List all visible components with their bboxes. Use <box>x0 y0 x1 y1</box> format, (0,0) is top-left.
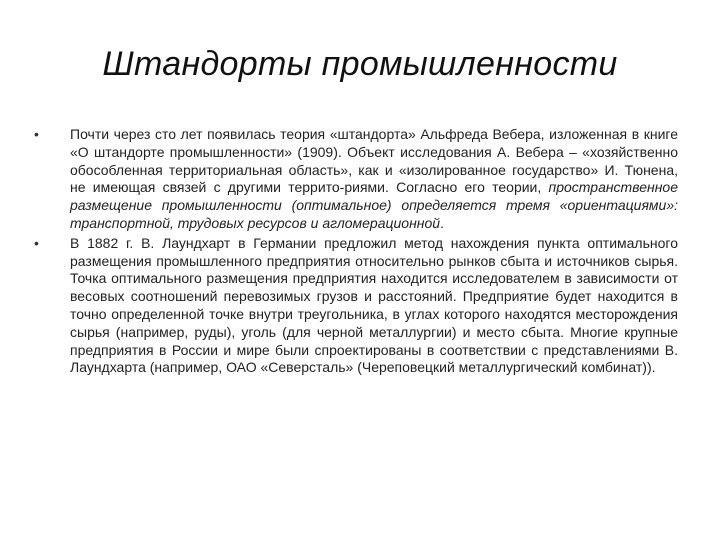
bullet-icon: • <box>34 126 39 142</box>
item-tail: . <box>440 214 444 231</box>
slide-title: Штандорты промышленности <box>102 44 618 83</box>
list-item-launhardt <box>30 235 678 377</box>
bullet-list <box>30 126 678 379</box>
bullet-icon: • <box>34 234 39 251</box>
list-item-weber <box>30 126 678 233</box>
item-text: Почти через сто лет появилась теория «штандорта» Альфреда Вебера, изложенная в книге «О штандорте промышленности» (1909). Объект исследования А. Вебера – «хозяйственно обособленная территориальная область», как и «изолированное государство» И. Тюнена, не имеющая связей с другими террито-риями. Согласно его теории, <box>70 126 678 196</box>
item-emphasis: пространственное размещение промышленности (оптимальное) определяется тремя «ориентациями»: транспортной, трудовых ресурсов и агломерационной <box>70 179 678 231</box>
item-text: В 1882 г. В. Лаундхарт в Германии предложил метод нахождения пункта оптимального размещения промышленного предприятия относительно рынков сбыта и источников сырья. Точка оптимального размещения предприятия находится исследователем в зависимости от весовых соотношений перевозимых грузов и расстояний. Предприятие будет находится в точно определенной точке внутри треугольника, в углах которого находятся месторождения сырья (например, руды), уголь (для черной металлургии) и место сбыта. Многие крупные предприятия в России и мире были спроектированы в соответствии с представлениями В. Лаундхарта (например, ОАО «Северсталь» (Череповецкий металлургический комбинат)). <box>70 234 678 376</box>
